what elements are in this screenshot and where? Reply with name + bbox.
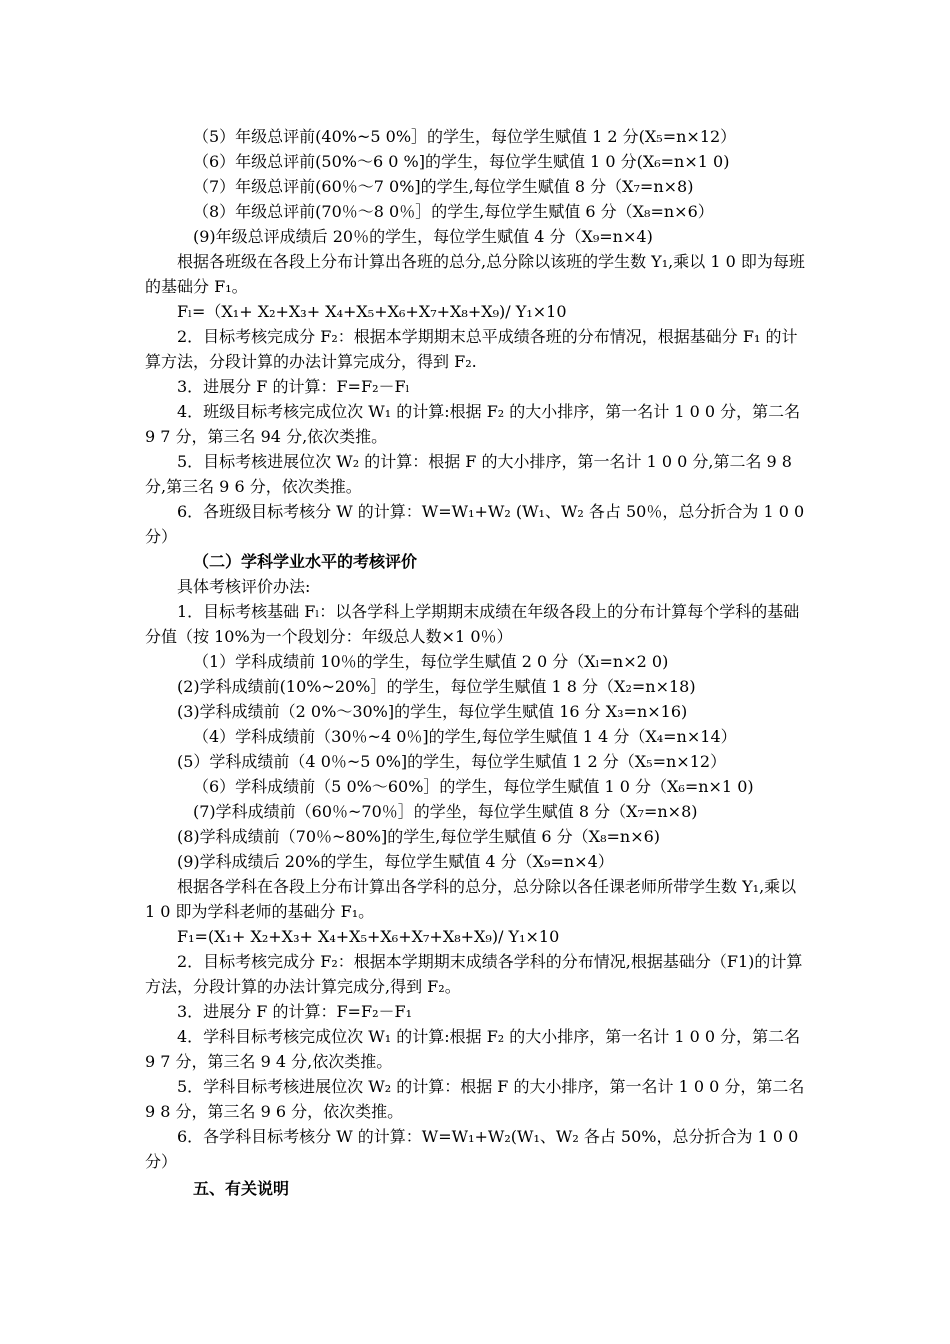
section-heading: 五、有关说明: [193, 1179, 290, 1198]
paragraph: (7)学科成绩前（60％~70％］的学坐，每位学生赋值 8 分（X₇=n×8): [193, 802, 698, 821]
paragraph: (8)学科成绩前（70％~80%]的学生,每位学生赋值 6 分（X₈=n×6): [177, 827, 661, 846]
paragraph: （8）年级总评前(70％～8 0％］的学生,每位学生赋值 6 分（X₈=n×6）: [193, 202, 714, 221]
paragraph: （1）学科成绩前 10％的学生，每位学生赋值 2 0 分（Xₗ=n×2 0): [193, 652, 669, 671]
paragraph: （6）学科成绩前（5 0%～60%］的学生，每位学生赋值 1 0 分（X₆=n×1 0): [193, 777, 754, 796]
paragraph: F₁=(X₁+ X₂+X₃+ X₄+X₅+X₆+X₇+X₈+X₉)/ Y₁×10: [177, 927, 560, 946]
paragraph: 1．目标考核基础 Fₗ：以各学科上学期期末成绩在年级各段上的分布计算每个学科的基础分值（按 10%为一个段划分：年级总人数×1 0％）: [145, 602, 800, 646]
paragraph: 具体考核评价办法:: [177, 577, 311, 596]
paragraph: 根据各班级在各段上分布计算出各班的总分,总分除以该班的学生数 Y₁,乘以 1 0 即为每班的基础分 F₁。: [145, 252, 805, 296]
paragraph: 3．进展分 F 的计算：F=F₂－Fₗ: [177, 377, 410, 396]
paragraph: 6．各学科目标考核分 W 的计算：W=W₁+W₂(W₁、W₂ 各占 50%，总分折合为 1 0 0 分）: [145, 1127, 799, 1171]
paragraph: 4．学科目标考核完成位次 W₁ 的计算:根据 F₂ 的大小排序，第一名计 1 0 0 分，第二名 9 7 分，第三名 9 4 分,依次类推。: [145, 1027, 801, 1071]
paragraph: （5）年级总评前(40%~5 0%］的学生，每位学生赋值 1 2 分(X₅=n×12）: [193, 127, 737, 146]
paragraph: (2)学科成绩前(10%~20%］的学生，每位学生赋值 1 8 分（X₂=n×18): [177, 677, 696, 696]
section-heading: （二）学科学业水平的考核评价: [193, 552, 418, 571]
document-body: [145, 124, 810, 1201]
paragraph: 2．目标考核完成分 F₂：根据本学期期末总平成绩各班的分布情况，根据基础分 F₁ 的计算方法，分段计算的办法计算完成分，得到 F₂.: [145, 327, 798, 371]
paragraph: 根据各学科在各段上分布计算出各学科的总分，总分除以各任课老师所带学生数 Y₁,乘以 1 0 即为学科老师的基础分 F₁。: [145, 877, 797, 921]
paragraph: 2．目标考核完成分 F₂：根据本学期期末成绩各学科的分布情况,根据基础分（F1)的计算方法，分段计算的办法计算完成分,得到 F₂。: [145, 952, 803, 996]
paragraph: 4．班级目标考核完成位次 W₁ 的计算:根据 F₂ 的大小排序，第一名计 1 0 0 分，第二名 9 7 分，第三名 94 分,依次类推。: [145, 402, 801, 446]
paragraph: (5）学科成绩前（4 0％~5 0%]的学生，每位学生赋值 1 2 分（X₅=n×12）: [177, 752, 727, 771]
paragraph: (9)学科成绩后 20%的学生，每位学生赋值 4 分（X₉=n×4）: [177, 852, 614, 871]
paragraph: (9)年级总评成绩后 20％的学生，每位学生赋值 4 分（X₉=n×4): [193, 227, 653, 246]
paragraph: 6．各班级目标考核分 W 的计算：W=W₁+W₂ (W₁、W₂ 各占 50％，总分折合为 1 0 0 分）: [145, 502, 805, 546]
paragraph: Fₗ=（X₁+ X₂+X₃+ X₄+X₅+X₆+X₇+X₈+X₉)/ Y₁×10: [177, 302, 567, 321]
paragraph: 3．进展分 F 的计算：F=F₂－F₁: [177, 1002, 412, 1021]
paragraph: 5．目标考核进展位次 W₂ 的计算：根据 F 的大小排序，第一名计 1 0 0 分,第二名 9 8 分,第三名 9 6 分，依次类推。: [145, 452, 792, 496]
paragraph: （7）年级总评前(60％～7 0%]的学生,每位学生赋值 8 分（X₇=n×8): [193, 177, 694, 196]
paragraph: (3)学科成绩前（2 0%～30%]的学生，每位学生赋值 16 分 X₃=n×16): [177, 702, 688, 721]
paragraph: 5．学科目标考核进展位次 W₂ 的计算：根据 F 的大小排序，第一名计 1 0 0 分，第二名 9 8 分，第三名 9 6 分，依次类推。: [145, 1077, 805, 1121]
paragraph: （6）年级总评前(50%～6 0 %]的学生，每位学生赋值 1 0 分(X₆=n×1 0): [193, 152, 730, 171]
paragraph: （4）学科成绩前（30％~4 0％]的学生,每位学生赋值 1 4 分（X₄=n×14）: [193, 727, 737, 746]
